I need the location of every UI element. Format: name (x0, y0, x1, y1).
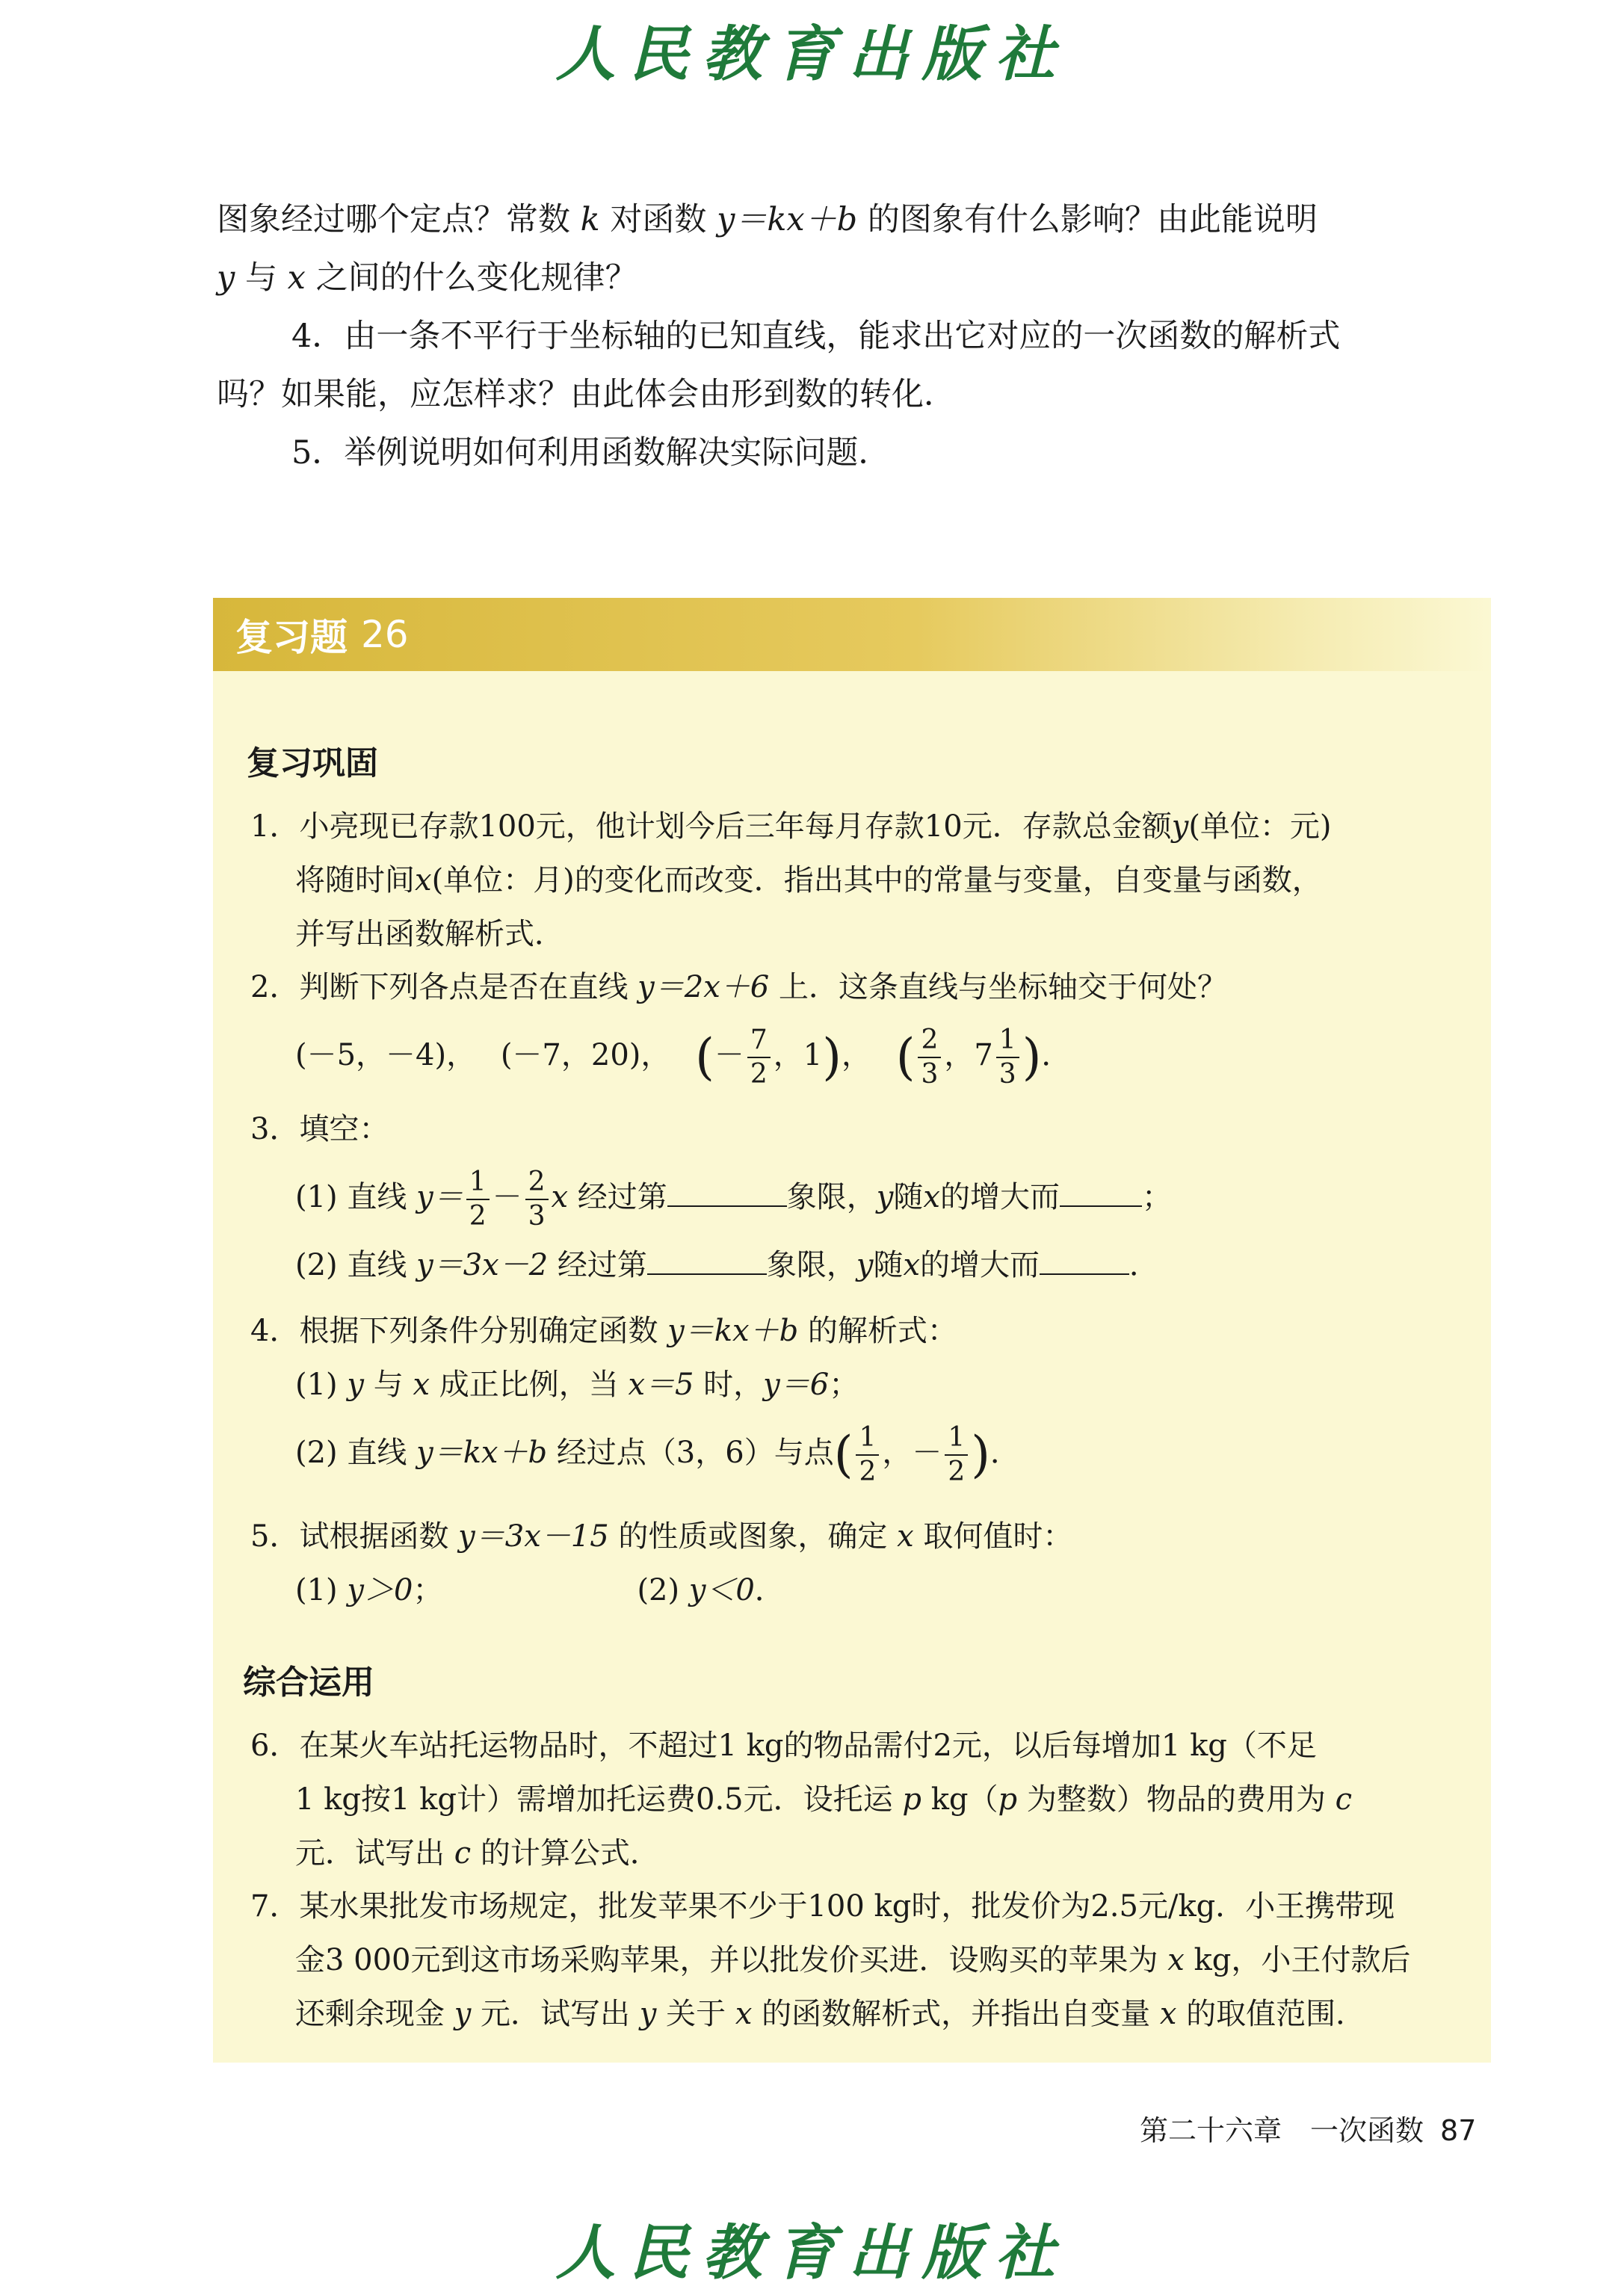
publisher-watermark-bottom: 人民教育出版社 (555, 2217, 1069, 2288)
intro-text (217, 191, 1517, 482)
review-title: 复习题 (235, 616, 348, 659)
blank-3-2a[interactable] (647, 1247, 767, 1275)
section-apply: 综合运用 (243, 1664, 374, 1702)
point-4: ( $\frac{2}{3}$ ，7 $\frac{1}{3}$ )． (895, 1025, 1072, 1090)
exercise-2: 2．判断下列各点是否在直线 y＝2x＋6 上．这条直线与坐标轴交于何处？ (－5，－4)， (－7，20)， (－ $\frac{7}{2}$ ，1)， ( $\frac{2}{3}$ ，7 $\frac{1}{3}$ )． (250, 970, 1227, 1090)
intro-question-4: 4．由一条不平行于坐标轴的已知直线，能求出它对应的一次函数的解析式 (291, 318, 1341, 355)
publisher-watermark-top: 人民教育出版社 (555, 19, 1069, 89)
exercise-5: 5．试根据函数 y＝3x－15 的性质或图象，确定 x 取何值时： (1) y＞0； (2) y＜0． (250, 1519, 1073, 1607)
intro-question-4-cont: 吗？如果能，应怎样求？由此体会由形到数的转化． (217, 376, 956, 413)
review-header (213, 598, 1491, 671)
intro-line-1: 图象经过哪个定点？常数 k 对函数 y＝kx＋b 的图象有什么影响？由此能说明 (217, 201, 1318, 238)
exercise-3: 3．填空： (1) 直线 y＝ $\frac{1}{2}$ － $\frac{2}{3}$ x 经过第 象限，y随x的增大而 ； (2) 直线 y＝3x－2 经过第 象限，y随x的增大而 ． (250, 1112, 1172, 1282)
intro-question-5: 5．举例说明如何利用函数解决实际问题． (291, 434, 891, 472)
exercise-4: 4．根据下列条件分别确定函数 y＝kx＋b 的解析式： (1) y 与 x 成正比例，当 x＝5 时，y＝6； (2) 直线 y＝kx＋b 经过点（3，6）与点( $\frac{1}{2}$ ，－ $\frac{1}{2}$ )． (250, 1314, 1021, 1487)
point-2: (－7，20)， (500, 1038, 656, 1072)
blank-3-1a[interactable] (667, 1179, 787, 1207)
section-consolidate: 复习巩固 (247, 744, 378, 782)
point-1: (－5，－4)， (295, 1038, 462, 1072)
exercise-1: 1．小亮现已存款100元，他计划今后三年每月存款10元．存款总金额y(单位：元) 将随时间x(单位：月)的变化而改变．指出其中的常量与变量，自变量与函数， 并写出函数解析式． (250, 809, 1332, 951)
exercise-6: 6．在某火车站托运物品时，不超过1 kg的物品需付2元，以后每增加1 kg（不足 1 kg按1 kg计）需增加托运费0.5元．设托运 p kg（p 为整数）物品的费用为 c 元．试写出 c 的计算公式． (250, 1729, 1352, 1871)
point-3: (－ $\frac{7}{2}$ ，1)， (695, 1025, 856, 1090)
page-number: 87 (1440, 2114, 1477, 2147)
chapter-label: 第二十六章 一次函数 (1140, 2114, 1424, 2147)
page-footer (1140, 2107, 1476, 2149)
exercise-7: 7．某水果批发市场规定，批发苹果不少于100 kg时，批发价为2.5元/kg．小王携带现 金3 000元到这市场采购苹果，并以批发价买进．设购买的苹果为 x kg，小王付款后 还剩余现金 y 元．试写出 y 关于 x 的函数解析式，并指出自变量 x 的取值范围． (250, 1889, 1411, 2031)
review-number: 26 (361, 613, 409, 656)
blank-3-2b[interactable] (1040, 1247, 1129, 1275)
blank-3-1b[interactable] (1060, 1179, 1142, 1207)
intro-line-2: y 与 x 之间的什么变化规律？ (217, 259, 637, 297)
